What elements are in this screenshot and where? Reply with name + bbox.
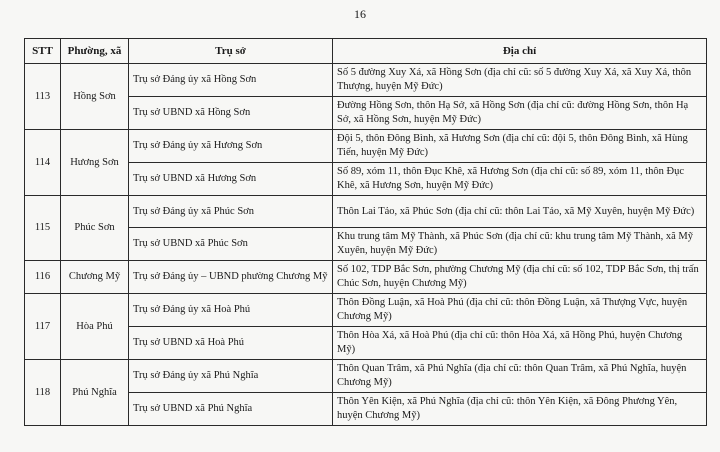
ward-cell: Chương Mỹ xyxy=(61,261,129,294)
ward-cell: Hòa Phú xyxy=(61,294,129,360)
office-cell: Trụ sở Đảng ủy xã Hồng Sơn xyxy=(129,64,333,97)
page-number: 16 xyxy=(354,7,366,21)
ward-cell: Hồng Sơn xyxy=(61,64,129,130)
header-office: Trụ sở xyxy=(129,39,333,64)
address-cell: Đội 5, thôn Đông Bình, xã Hương Sơn (địa chỉ cũ: đội 5, thôn Đông Bình, xã Hùng Tiến, huyện Mỹ Đức) xyxy=(333,130,707,163)
office-cell: Trụ sở UBND xã Hương Sơn xyxy=(129,163,333,196)
table-row xyxy=(25,294,707,327)
address-cell: Thôn Quan Trâm, xã Phú Nghĩa (địa chỉ cũ: thôn Quan Trâm, xã Phú Nghĩa, huyện Chương Mỹ) xyxy=(333,360,707,393)
table-row xyxy=(25,261,707,294)
stt-cell: 115 xyxy=(25,196,61,261)
ward-cell: Phúc Sơn xyxy=(61,196,129,261)
office-cell: Trụ sở Đảng ủy xã Hương Sơn xyxy=(129,130,333,163)
ward-cell: Hương Sơn xyxy=(61,130,129,196)
stt-cell: 118 xyxy=(25,360,61,426)
ward-cell: Phú Nghĩa xyxy=(61,360,129,426)
header-ward: Phường, xã xyxy=(61,39,129,64)
office-cell: Trụ sở Đảng ủy xã Phú Nghĩa xyxy=(129,360,333,393)
office-cell: Trụ sở Đảng ủy xã Hoà Phú xyxy=(129,294,333,327)
address-cell: Khu trung tâm Mỹ Thành, xã Phúc Sơn (địa chỉ cũ: khu trung tâm Mỹ Thành, xã Mỹ Xuyên, huyện Mỹ Đức) xyxy=(333,228,707,261)
address-cell: Thôn Hòa Xá, xã Hoà Phú (địa chỉ cũ: thôn Hòa Xá, xã Hồng Phú, huyện Chương Mỹ) xyxy=(333,327,707,360)
table-row xyxy=(25,196,707,228)
address-cell: Thôn Lai Tảo, xã Phúc Sơn (địa chỉ cũ: thôn Lai Tảo, xã Mỹ Xuyên, huyện Mỹ Đức) xyxy=(333,196,707,228)
office-cell: Trụ sở UBND xã Hồng Sơn xyxy=(129,97,333,130)
table-header-row xyxy=(25,39,707,64)
office-cell: Trụ sở UBND xã Phúc Sơn xyxy=(129,228,333,261)
stt-cell: 117 xyxy=(25,294,61,360)
address-cell: Số 5 đường Xuy Xá, xã Hồng Sơn (địa chỉ cũ: số 5 đường Xuy Xá, xã Xuy Xá, thôn Thượng, huyện Mỹ Đức) xyxy=(333,64,707,97)
office-cell: Trụ sở UBND xã Phú Nghĩa xyxy=(129,393,333,426)
office-cell: Trụ sở Đảng ủy xã Phúc Sơn xyxy=(129,196,333,228)
stt-cell: 113 xyxy=(25,64,61,130)
table-row xyxy=(25,360,707,393)
office-address-table xyxy=(24,38,707,426)
address-cell: Số 102, TDP Bắc Sơn, phường Chương Mỹ (địa chỉ cũ: số 102, TDP Bắc Sơn, thị trấn Chúc Sơn, huyện Chương Mỹ) xyxy=(333,261,707,294)
address-cell: Thôn Đồng Luận, xã Hoà Phú (địa chỉ cũ: thôn Đồng Luận, xã Thượng Vực, huyện Chương Mỹ) xyxy=(333,294,707,327)
header-address: Địa chỉ xyxy=(333,39,707,64)
table-row xyxy=(25,130,707,163)
stt-cell: 116 xyxy=(25,261,61,294)
address-cell: Thôn Yên Kiện, xã Phú Nghĩa (địa chỉ cũ: thôn Yên Kiện, xã Đông Phương Yên, huyện Chương Mỹ) xyxy=(333,393,707,426)
office-cell: Trụ sở Đảng ủy – UBND phường Chương Mỹ xyxy=(129,261,333,294)
header-stt: STT xyxy=(25,39,61,64)
address-cell: Đường Hồng Sơn, thôn Hạ Sở, xã Hồng Sơn (địa chỉ cũ: đường Hồng Sơn, thôn Hạ Sở, xã Hồng Sơn, huyện Mỹ Đức) xyxy=(333,97,707,130)
table-row xyxy=(25,64,707,97)
stt-cell: 114 xyxy=(25,130,61,196)
address-cell: Số 89, xóm 11, thôn Đục Khê, xã Hương Sơn (địa chỉ cũ: số 89, xóm 11, thôn Đục Khê, xã Hương Sơn, huyện Mỹ Đức) xyxy=(333,163,707,196)
office-cell: Trụ sở UBND xã Hoà Phú xyxy=(129,327,333,360)
